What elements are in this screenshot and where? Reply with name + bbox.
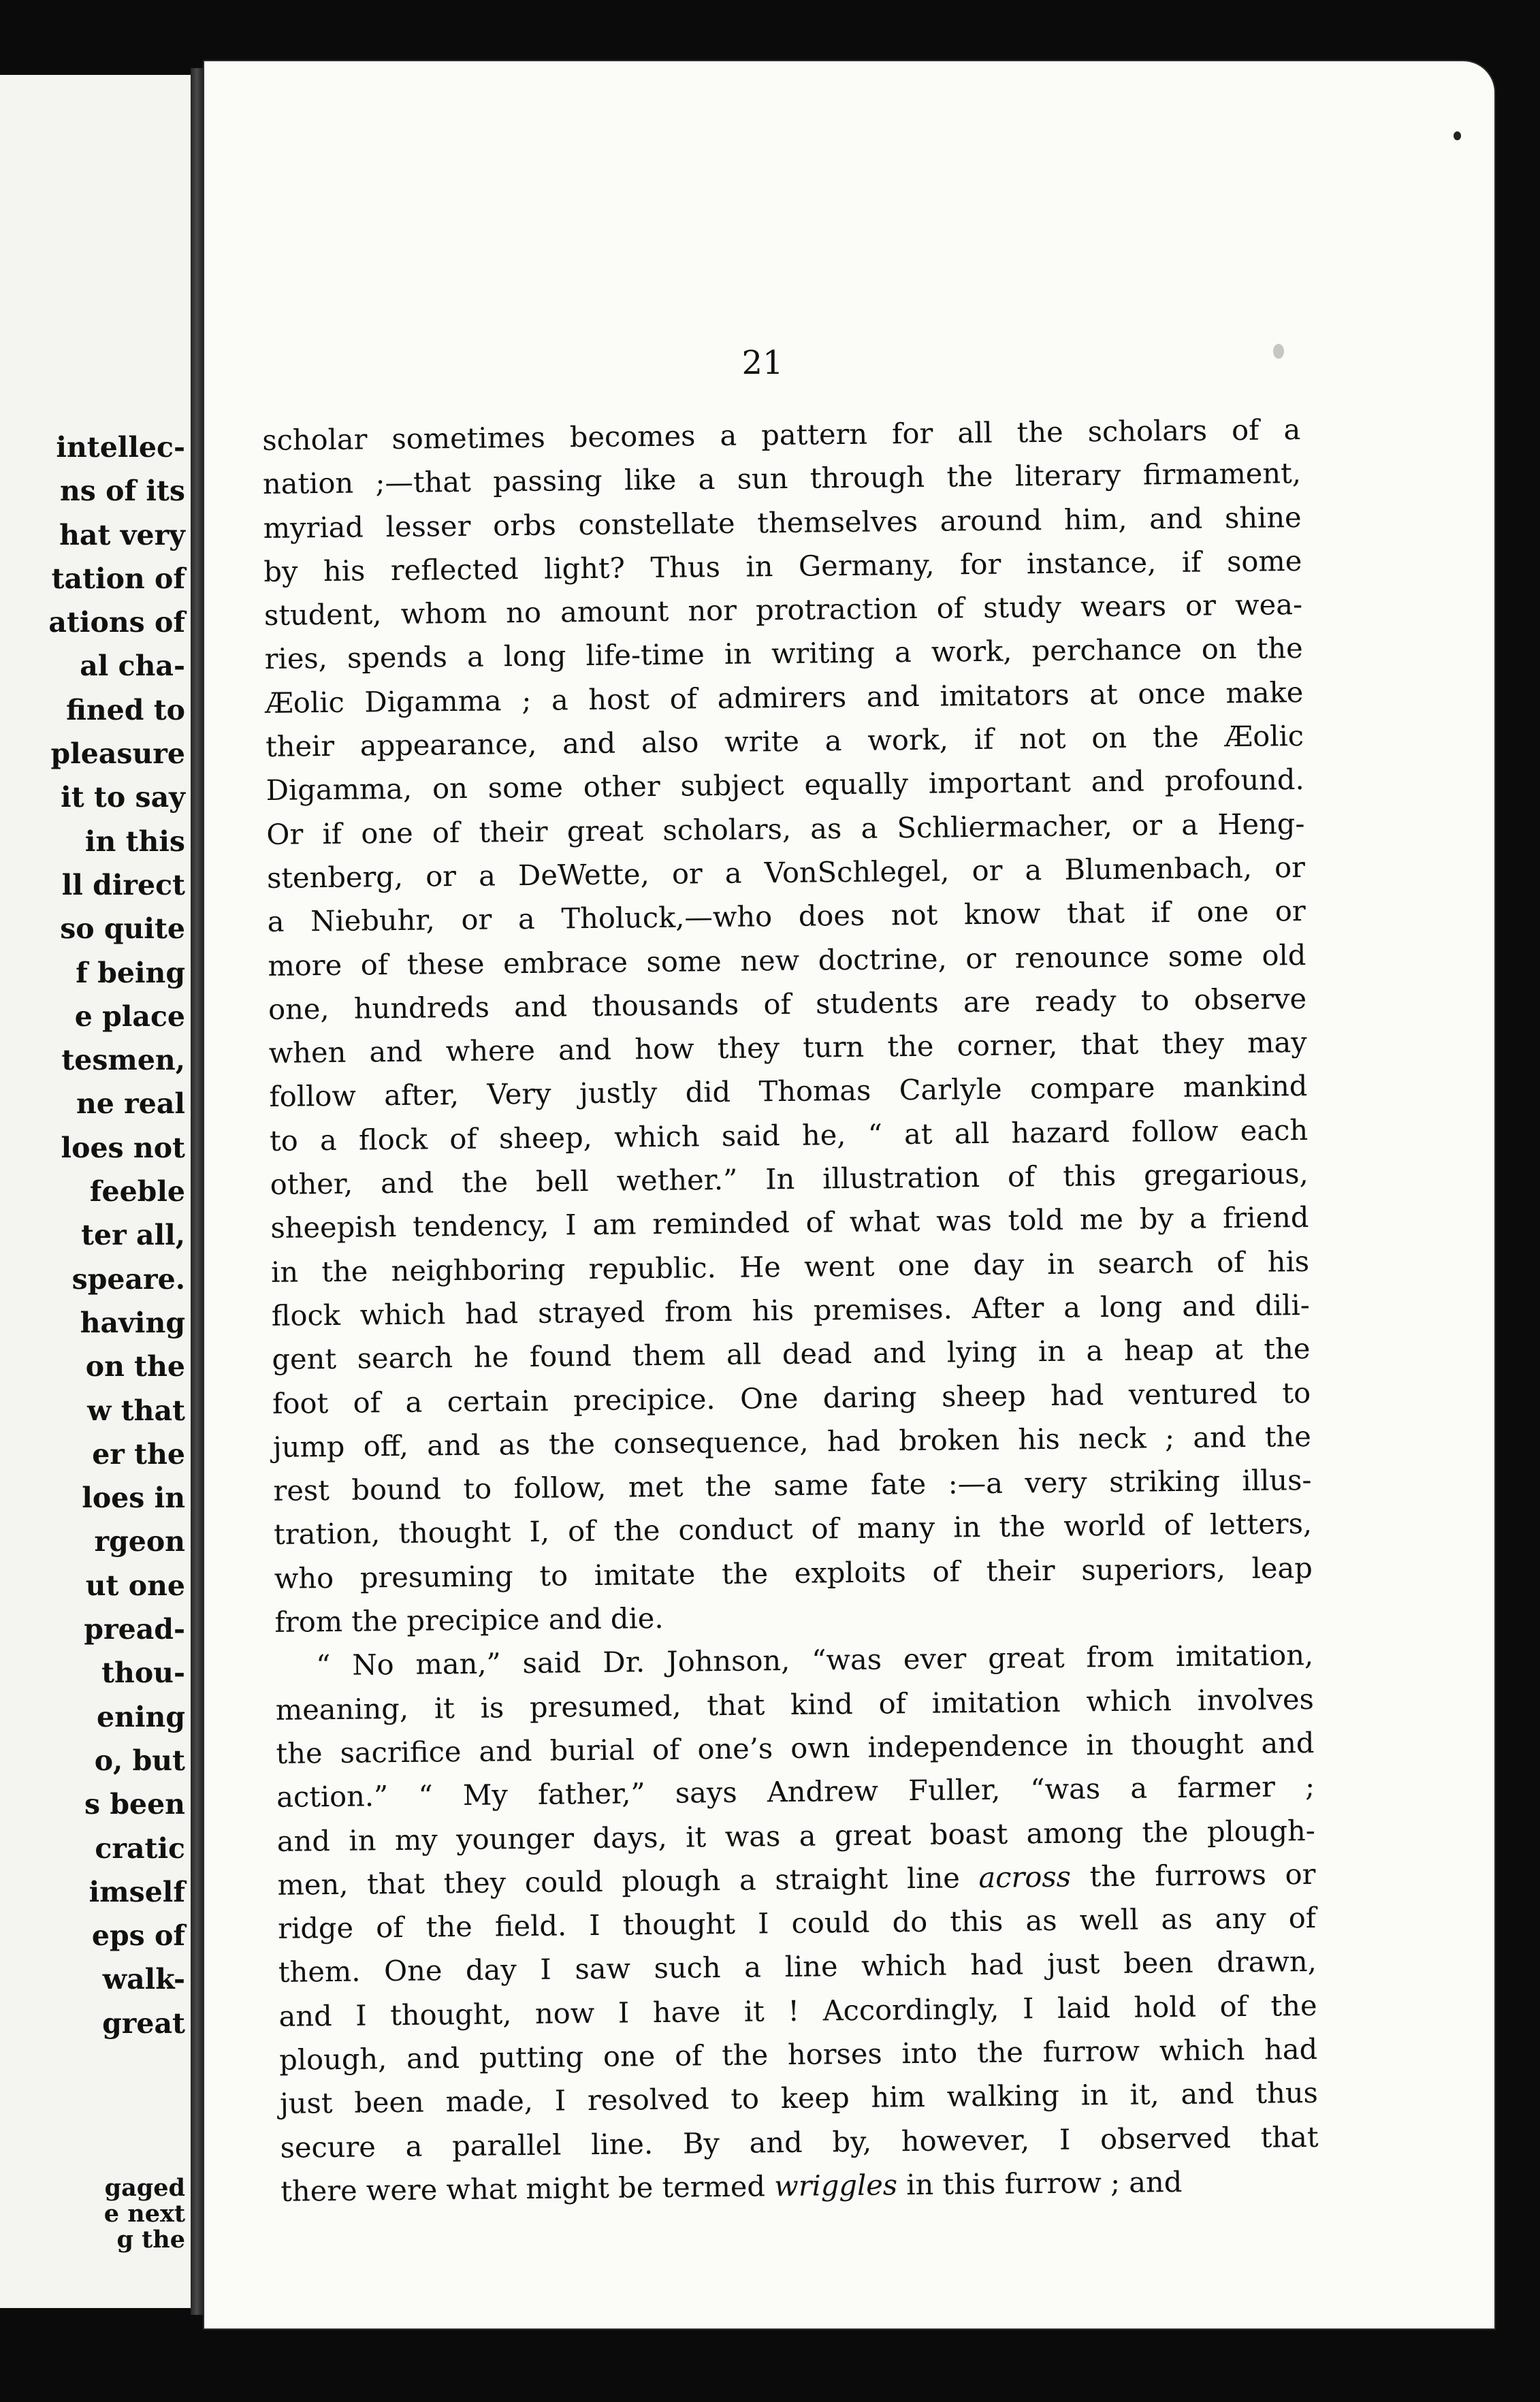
text-line: flock which had strayed from his premises. After a long and dili- [271, 1287, 1310, 1332]
text-line: rest bound to follow, met the same fate :—a very striking illus- [273, 1463, 1312, 1508]
text-line: Or if one of their great scholars, as a Schliermacher, or a Heng- [266, 806, 1305, 851]
text-line: tration, thought I, of the conduct of many in the world of letters, [273, 1507, 1313, 1552]
previous-page-line: so quite [60, 912, 185, 946]
previous-page-footnote-line: gaged [104, 2174, 185, 2202]
previous-page-line: thou- [101, 1656, 185, 1690]
text-line: scholar sometimes becomes a pattern for all the scholars of a [262, 413, 1301, 457]
text-line: jump off, and as the consequence, had broken his neck ; and the [272, 1419, 1311, 1464]
text-line: the sacrifice and burial of one’s own independence in thought and [276, 1725, 1315, 1770]
previous-page-line: f being [76, 956, 185, 989]
previous-page-line: it to say [61, 781, 185, 814]
previous-page-line: walk- [102, 1963, 185, 1996]
text-line: a Niebuhr, or a Tholuck,—who does not know that if one or [267, 894, 1306, 939]
previous-page-footnote-line: e next [103, 2200, 185, 2228]
text-line: when and where and how they turn the corner, that they may [268, 1025, 1307, 1070]
previous-page-line: tesmen, [61, 1044, 185, 1077]
previous-page-line: e place [74, 999, 185, 1033]
page-number: 21 [741, 344, 784, 382]
previous-page-line: loes in [82, 1482, 185, 1515]
text-line: meaning, it is presumed, that kind of imitation which involves [275, 1682, 1315, 1727]
previous-page-line: s been [84, 1788, 185, 1821]
previous-page-line: ening [97, 1700, 185, 1733]
text-line: gent search he found them all dead and lying in a heap at the [272, 1332, 1311, 1377]
previous-page-line: w that [87, 1394, 185, 1427]
paper-smudge [1273, 344, 1284, 359]
previous-page-line: hat very [59, 518, 185, 551]
previous-page-line: o, but [94, 1744, 185, 1777]
previous-page-footnotes [104, 2175, 185, 2253]
previous-page-line: great [102, 2006, 185, 2040]
text-line: foot of a certain precipice. One daring sheep had ventured to [272, 1375, 1311, 1420]
text-line: other, and the bell wether.” In illustration of this gregarious, [270, 1157, 1309, 1201]
text-line: sheepish tendency, I am reminded of what was told me by a friend [270, 1200, 1309, 1245]
text-line: and in my younger days, it was a great boast among the plough- [276, 1813, 1316, 1858]
text-line: Digamma, on some other subject equally important and profound. [266, 763, 1304, 807]
text-line: them. One day I saw such a line which had just been drawn, [278, 1944, 1317, 1989]
previous-page-line: al cha- [80, 650, 185, 683]
text-line: one, hundreds and thousands of students are ready to observe [268, 981, 1307, 1026]
italic-word: across [978, 1859, 1072, 1894]
previous-page-line: having [80, 1306, 185, 1339]
text-line: nation ;—that passing like a sun through the literary firmament, [262, 456, 1302, 501]
previous-page-line: eps of [91, 1919, 185, 1953]
previous-page-line: intellec- [56, 431, 185, 464]
text-line: ridge of the field. I thought I could do this as well as any of [277, 1901, 1317, 1945]
previous-page-line: ll direct [61, 868, 185, 901]
text-line: “ No man,” said Dr. Johnson, “was ever great from imitation, [315, 1638, 1314, 1682]
text-line: more of these embrace some new doctrine, or renounce some old [268, 938, 1306, 982]
italic-word: wriggles [773, 2168, 898, 2203]
previous-page-line: ne real [76, 1087, 185, 1121]
text-line: in the neighboring republic. He went one day in search of his [270, 1244, 1310, 1289]
previous-page-line: ut one [85, 1569, 185, 1602]
previous-page-line: on the [85, 1350, 185, 1383]
page-body-text [262, 408, 1319, 2213]
previous-page-line: fined to [66, 693, 185, 726]
previous-page-line: feeble [89, 1175, 185, 1208]
previous-page-line: ns of its [59, 475, 185, 508]
text-line: student, whom no amount nor protraction of study wears or wea- [263, 588, 1303, 632]
previous-page-line: imself [89, 1875, 185, 1908]
previous-page-line: er the [92, 1437, 185, 1471]
text-line: secure a parallel line. By and by, however, I observed that [280, 2119, 1319, 2164]
previous-page-line: pleasure [50, 737, 185, 771]
text-line: by his reflected light? Thus in Germany, for instance, if some [263, 543, 1302, 588]
text-line: ries, spends a long life-time in writing a work, perchance on the [264, 631, 1303, 676]
previous-page-line: pread- [84, 1613, 185, 1646]
previous-page-line: ter all, [81, 1219, 185, 1252]
book-gutter [191, 68, 204, 2315]
text-line: follow after, Very justly did Thomas Carlyle compare mankind [269, 1069, 1308, 1114]
text-line: Æolic Digamma ; a host of admirers and imitators at once make [265, 675, 1304, 720]
text-line: men, that they could plough a straight line across the furrows or [277, 1857, 1316, 1902]
previous-page-line: tation of [51, 562, 185, 595]
text-line: there were what might be termed wriggles in this furrow ; and [280, 2164, 1183, 2208]
previous-page-line: in this [84, 824, 185, 858]
text-line: and I thought, now I have it ! Accordingly, I laid hold of the [278, 1988, 1317, 2033]
text-line: to a flock of sheep, which said he, “ at all hazard follow each [269, 1112, 1309, 1157]
text-line: plough, and putting one of the horses into the furrow which had [278, 2032, 1318, 2077]
previous-page-footnote-line: g the [116, 2226, 185, 2254]
text-line: from the precipice and die. [274, 1601, 664, 1639]
previous-page-line: rgeon [94, 1525, 185, 1558]
text-line: action.” “ My father,” says Andrew Fuller, “was a farmer ; [276, 1770, 1315, 1814]
previous-page-text [48, 426, 185, 2045]
previous-page-line: speare. [71, 1262, 185, 1296]
text-line: stenberg, or a DeWette, or a VonSchlegel, or a Blumenbach, or [266, 850, 1306, 895]
previous-page-line: ations of [48, 606, 185, 639]
text-line: just been made, I resolved to keep him walking in it, and thus [279, 2076, 1319, 2121]
text-line: their appearance, and also write a work, if not on the Æolic [265, 719, 1304, 764]
previous-page-line: cratic [95, 1831, 185, 1865]
previous-page-line: loes not [61, 1131, 185, 1164]
text-line: who presuming to imitate the exploits of their superiors, leap [274, 1550, 1313, 1595]
text-line: myriad lesser orbs constellate themselves around him, and shine [263, 500, 1302, 545]
previous-page-fragment [0, 75, 197, 2308]
ink-speck [1454, 131, 1461, 140]
